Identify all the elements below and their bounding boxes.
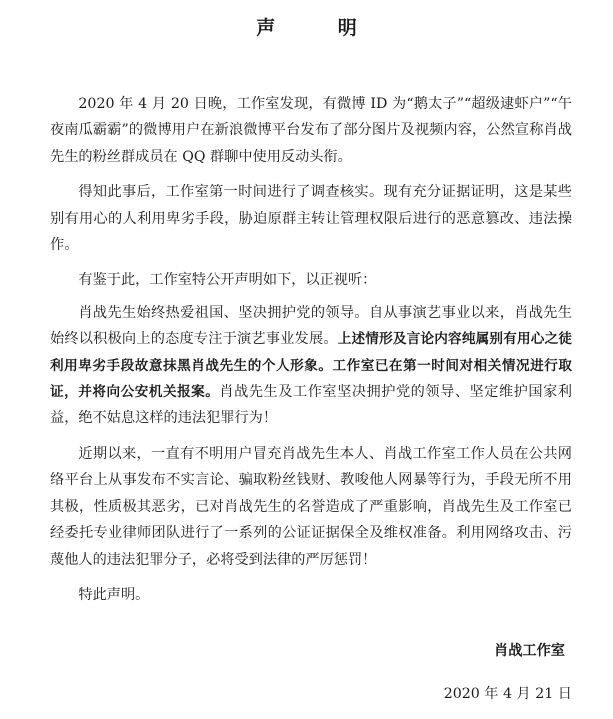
statement-body — [50, 91, 572, 608]
emphasis-text: 上述情形及言论内容纯属别有用心之徒利用卑劣手段故意抹黑肖战先生的个人形象。工作室已在第一时间对相关情况进行取证，并将向公安机关报案。 — [50, 331, 572, 401]
paragraph-incident: 2020 年 4 月 20 日晚，工作室发现，有微博 ID 为“鹅太子”“超级逮虾户”“午夜南瓜霸霸”的微博用户在新浪微博平台发布了部分图片及视频内容，公然宣称肖战先生的粉丝群成员在 QQ 群聊中使用反动头衔。 — [50, 96, 572, 165]
document-title: 声 明 — [256, 17, 385, 39]
signature-name: 肖战工作室 — [494, 643, 565, 659]
position-text-continued: 肖战先生及工作室坚决拥护党的领导、坚定维护国家利益，绝不姑息这样的违法犯罪行为！ — [50, 384, 572, 427]
paragraph-impersonation: 近期以来，一直有不明用户冒充肖战先生本人、肖战工作室工作人员在公共网络平台上从事发布不实言论、骗取粉丝钱财、教唆他人网暴等行为，手段无所不用其极，性质极其恶劣，已对肖战先生的名誉造成了严重影响，肖战先生及工作室已经委托专业律师团队进行了一系列的公证证据保全及维权准备。利用网络攻击、污蔑他人的违法犯罪分子，必将受到法律的严厉惩罚！ — [50, 445, 572, 568]
signature-date: 2020 年 4 月 21 日 — [443, 686, 572, 702]
paragraph-declaration-intro: 有鉴于此，工作室特公开声明如下，以正视听： — [78, 272, 377, 289]
paragraph-investigation: 得知此事后，工作室第一时间进行了调查核实。现有充分证据证明，这是某些别有用心的人利用卑劣手段，胁迫原群主转让管理权限后进行的恶意篡改、违法操作。 — [50, 184, 572, 254]
paragraph-closing: 特此声明。 — [78, 586, 150, 603]
position-text: 肖战先生始终热爱祖国、坚决拥护党的领导。自从事演艺事业以来，肖战先生始终以积极向上的态度专注于演艺事业发展。 — [50, 304, 572, 348]
paragraph-position — [50, 300, 572, 432]
